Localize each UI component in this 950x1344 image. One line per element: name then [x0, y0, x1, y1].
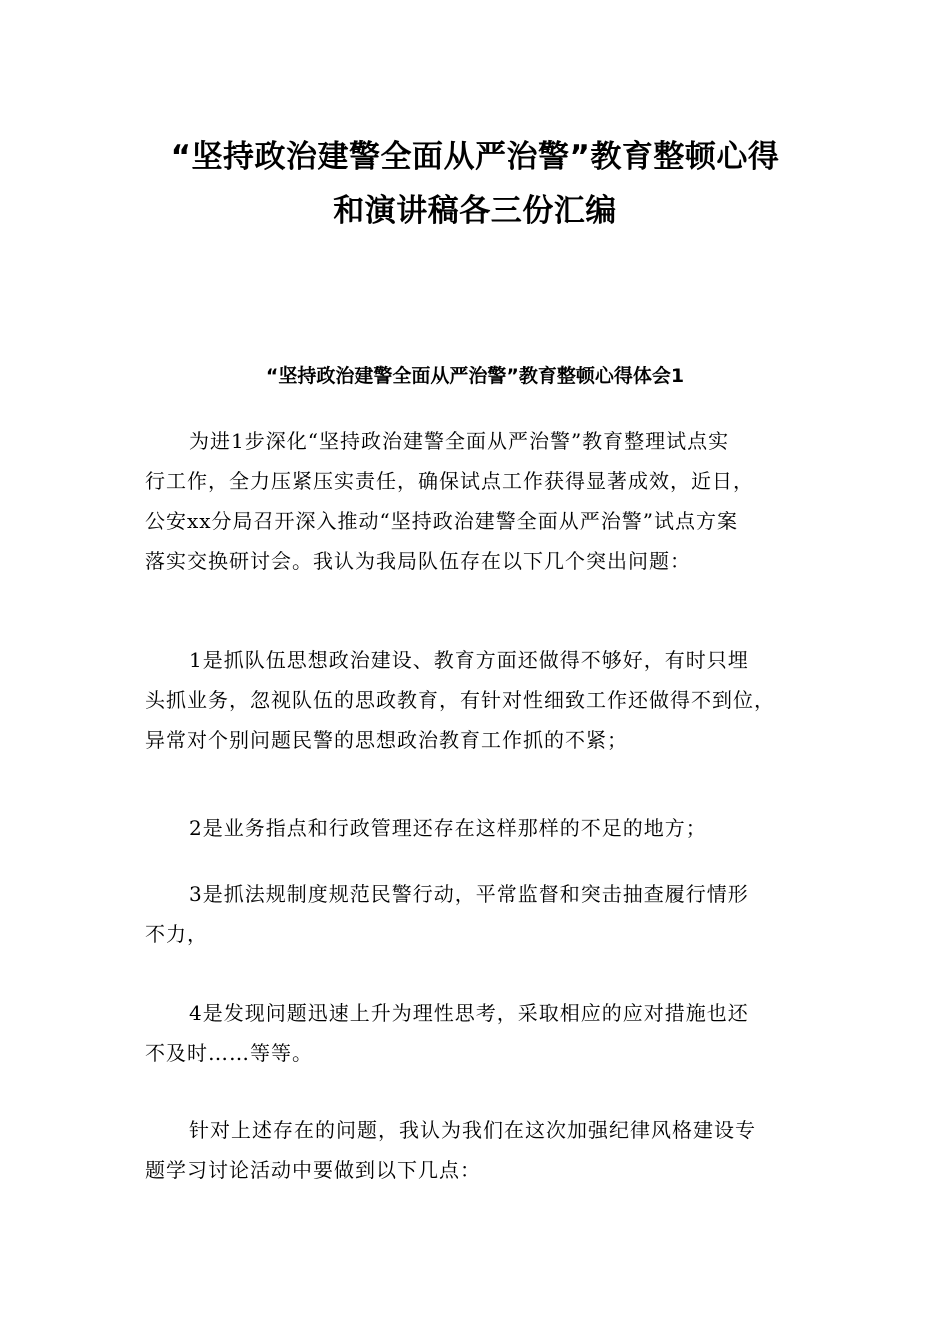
paragraph-issue-3 [145, 874, 815, 954]
paragraph-issue-1 [145, 640, 815, 760]
section-title: “坚持政治建警全面从严治警”教育整顿心得体会1 [265, 365, 685, 387]
paragraph-line: 落实交换研讨会。我认为我局队伍存在以下几个突出问题： [145, 549, 691, 573]
paragraph-issue-2 [145, 808, 815, 848]
paragraph-issue-4 [145, 993, 815, 1073]
document-title-line-1: “坚持政治建警全面从严治警”教育整顿心得 [170, 139, 780, 175]
paragraph-line: 头抓业务，忽视队伍的思政教育，有针对性细致工作还做得不到位， [145, 688, 775, 712]
paragraph-line: 题学习讨论活动中要做到以下几点： [145, 1158, 481, 1182]
paragraph-intro [145, 421, 815, 581]
paragraph-line: 2是业务指点和行政管理还存在这样那样的不足的地方； [189, 816, 707, 840]
document-title-line-2: 和演讲稿各三份汇编 [333, 193, 617, 229]
paragraph-line: 3是抓法规制度规范民警行动，平常监督和突击抽查履行情形 [189, 882, 749, 906]
paragraph-line: 异常对个别问题民警的思想政治教育工作抓的不紧； [145, 728, 628, 752]
paragraph-response [145, 1110, 815, 1190]
document-title [100, 130, 850, 238]
paragraph-line: 不及时……等等。 [145, 1041, 313, 1065]
paragraph-line: 不力， [145, 922, 208, 946]
paragraph-line: 针对上述存在的问题，我认为我们在这次加强纪律风格建设专 [189, 1118, 756, 1142]
paragraph-line: 1是抓队伍思想政治建设、教育方面还做得不够好，有时只埋 [189, 648, 749, 672]
paragraph-line: 为进1步深化“坚持政治建警全面从严治警”教育整理试点实 [189, 429, 730, 453]
paragraph-line: 行工作，全力压紧压实责任，确保试点工作获得显著成效，近日， [145, 469, 754, 493]
paragraph-line: 公安xx分局召开深入推动“坚持政治建警全面从严治警”试点方案 [145, 509, 739, 533]
paragraph-line: 4是发现问题迅速上升为理性思考，采取相应的应对措施也还 [189, 1001, 749, 1025]
